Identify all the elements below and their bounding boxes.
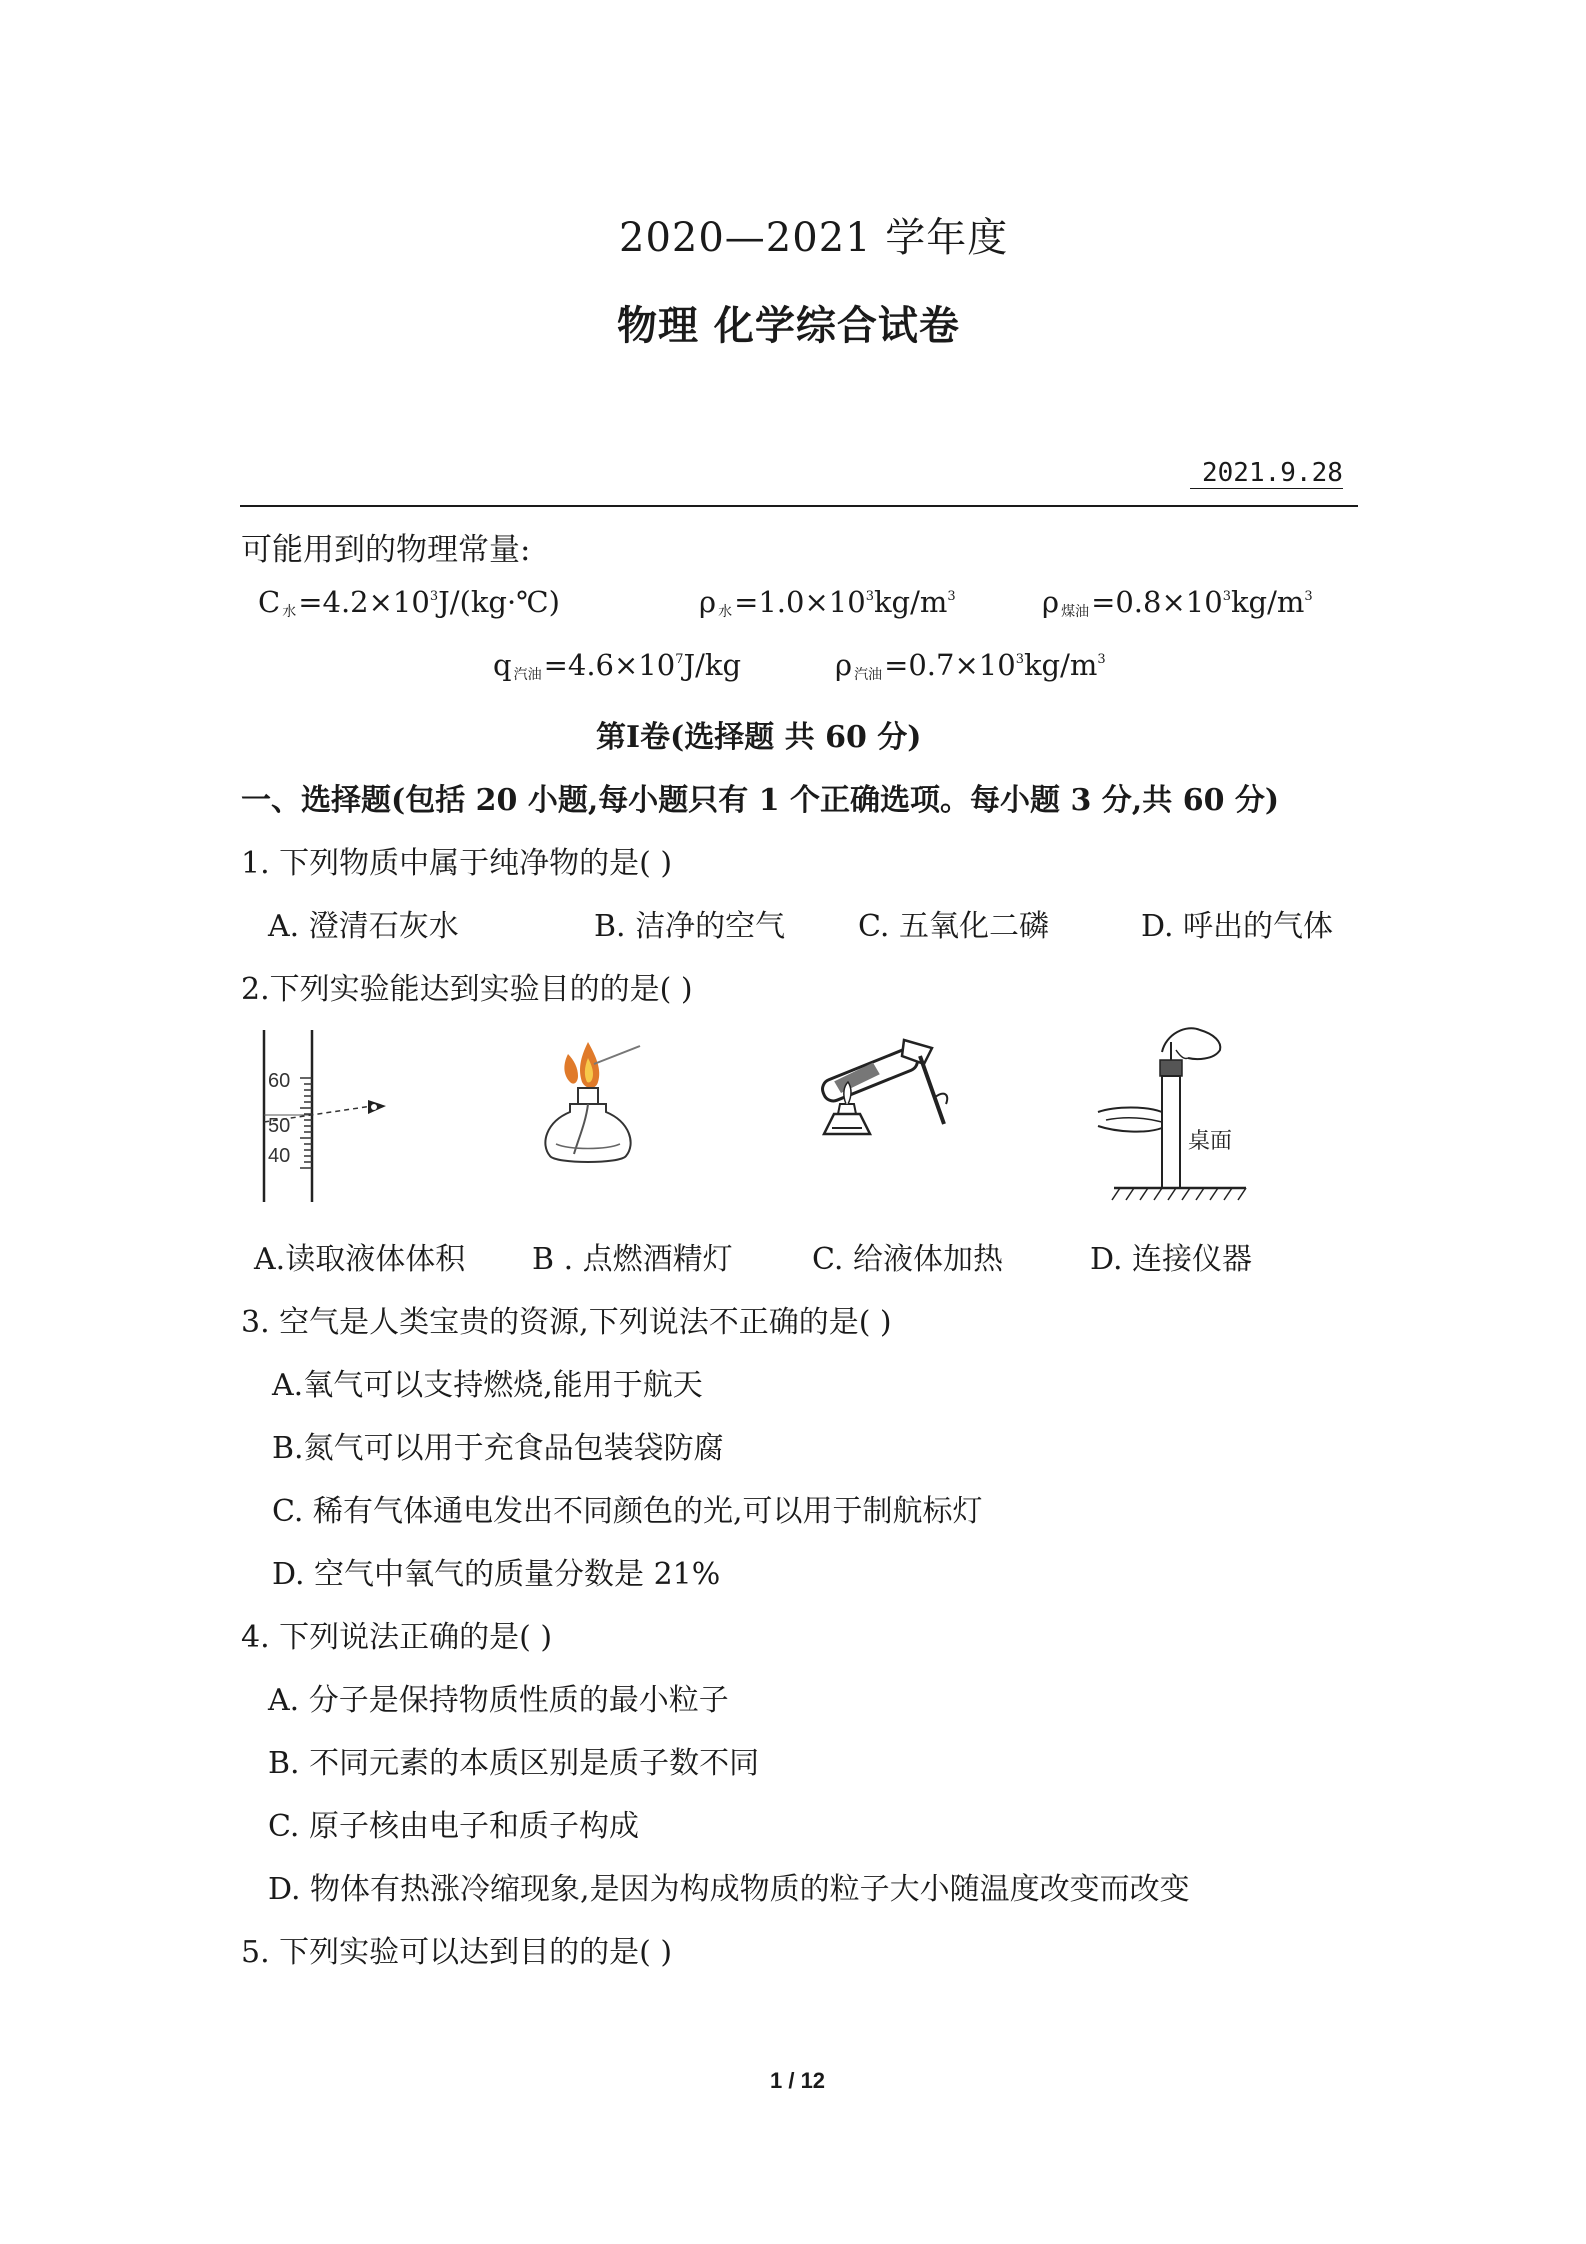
exam-subject-title: 物理 化学综合试卷 xyxy=(617,302,960,349)
q5-stem: 5. 下列实验可以达到目的的是( ) xyxy=(241,1935,673,1970)
q2-option-b: B . 点燃酒精灯 xyxy=(532,1242,733,1277)
figure-a-graduated-cylinder xyxy=(252,1030,402,1205)
constant-rho-water: ρ $_水=1.0\times 10^3kg/m^3$ xyxy=(699,585,956,620)
q2-stem: 2.下列实验能达到实验目的的是( ) xyxy=(241,972,693,1007)
figure-c-heating-liquid xyxy=(814,1034,954,1154)
q4-option-a: A. 分子是保持物质性质的最小粒子 xyxy=(268,1683,729,1718)
figure-a-tick-60: 60 xyxy=(268,1070,291,1092)
q1-option-b: B. 洁净的空气 xyxy=(594,909,786,944)
figure-a-tick-40: 40 xyxy=(268,1145,291,1167)
q3-option-a: A.氧气可以支持燃烧,能用于航天 xyxy=(272,1368,703,1403)
q4-stem: 4. 下列说法正确的是( ) xyxy=(241,1620,553,1655)
q2-option-a: A.读取液体体积 xyxy=(254,1242,466,1277)
q3-option-d: D. 空气中氧气的质量分数是 21% xyxy=(272,1557,721,1592)
q4-option-d: D. 物体有热涨冷缩现象,是因为构成物质的粒子大小随温度改变而改变 xyxy=(268,1872,1190,1907)
section-title: 第Ⅰ卷(选择题 共 60 分) xyxy=(596,720,922,755)
q4-option-b: B. 不同元素的本质区别是质子数不同 xyxy=(268,1746,760,1781)
header-rule xyxy=(240,505,1358,507)
date-underline xyxy=(1190,488,1343,489)
q4-option-c: C. 原子核由电子和质子构成 xyxy=(268,1809,639,1844)
q3-option-c: C. 稀有气体通电发出不同颜色的光,可以用于制航标灯 xyxy=(272,1494,983,1529)
constant-rho-kerosene: ρ $_{煤油}=0.8\times 10^3kg/m^3$ xyxy=(1042,585,1313,620)
q1-stem: 1. 下列物质中属于纯净物的是( ) xyxy=(241,846,673,881)
constant-c-water: C $_水=4.2\times 10^3J/(kg\cdot℃)$ xyxy=(258,585,560,620)
constants-intro: 可能用到的物理常量: xyxy=(241,532,531,568)
q3-option-b: B.氮气可以用于充食品包装袋防腐 xyxy=(272,1431,724,1466)
q3-stem: 3. 空气是人类宝贵的资源,下列说法不正确的是( ) xyxy=(241,1305,892,1340)
exam-year-title: 2020—2021 学年度 xyxy=(619,215,1009,261)
figure-b-alcohol-lamp xyxy=(530,1032,650,1172)
figure-a-tick-50: 50 xyxy=(268,1115,291,1137)
figure-d-desk-label: 桌面 xyxy=(1188,1129,1233,1154)
q1-option-a: A. 澄清石灰水 xyxy=(268,909,459,944)
part-title: 一、选择题(包括 20 小题,每小题只有 1 个正确选项。每小题 3 分,共 60 分) xyxy=(241,783,1280,818)
q2-option-d: D. 连接仪器 xyxy=(1090,1242,1253,1277)
q1-option-d: D. 呼出的气体 xyxy=(1141,909,1334,944)
page-number: 1 / 12 xyxy=(770,2068,826,2093)
q2-option-c: C. 给液体加热 xyxy=(812,1242,1003,1277)
constant-rho-gasoline: ρ $_{汽油}=0.7\times 10^3kg/m^3$ xyxy=(835,648,1106,683)
figure-d-connecting-apparatus xyxy=(1096,1020,1276,1210)
constant-q-gasoline: q $_{汽油}=4.6\times 10^7J/kg$ xyxy=(493,648,742,683)
exam-date: 2021.9.28 xyxy=(1202,458,1343,488)
q1-option-c: C. 五氧化二磷 xyxy=(858,909,1049,944)
